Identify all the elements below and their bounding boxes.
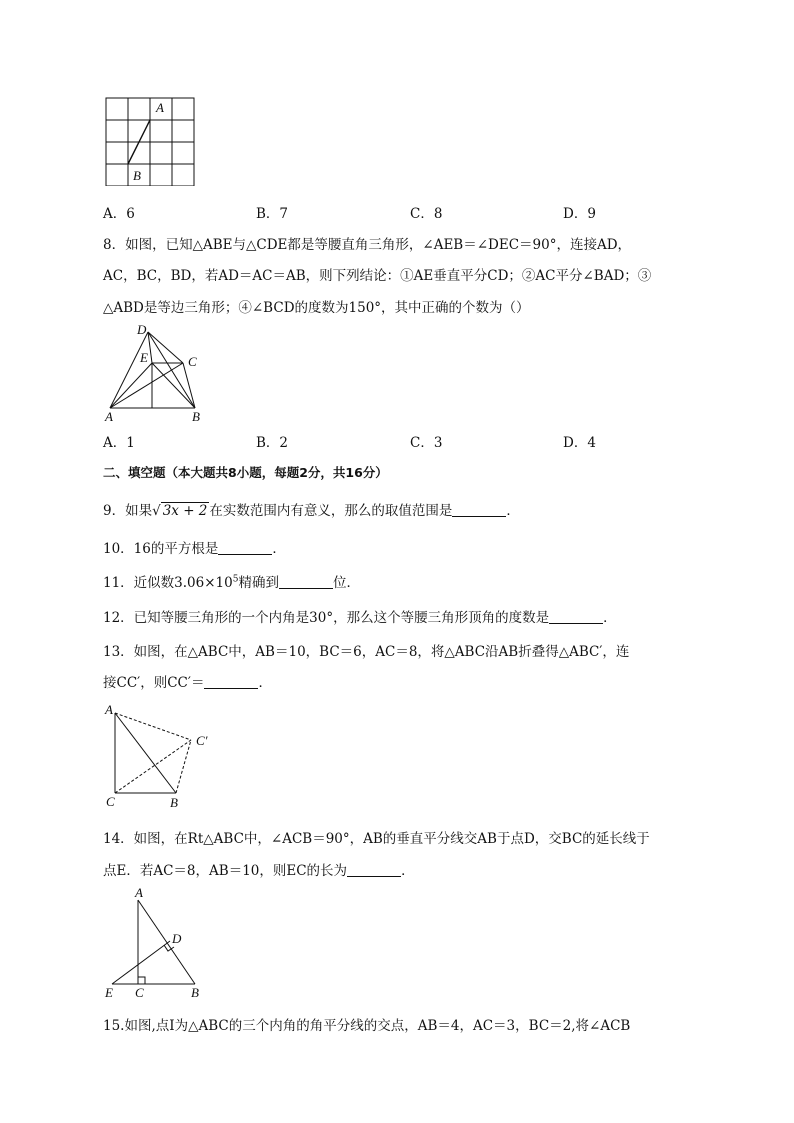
q7-option-c[interactable]: C．8: [410, 206, 443, 222]
label-c: C: [188, 354, 197, 369]
q12-answer-blank[interactable]: [549, 609, 603, 624]
label-b: B: [191, 985, 199, 1000]
q13-line2-wrap: [103, 671, 272, 691]
label-b: B: [170, 795, 178, 810]
q14-line2: 点E．若AC＝8，AB＝10，则EC的长为: [103, 863, 348, 879]
q12: [103, 606, 617, 626]
label-e: E: [105, 985, 113, 1000]
q8-line3: △ABD是等边三角形；④∠BCD的度数为150°，其中正确的个数为（）: [103, 300, 530, 316]
q14-answer-blank[interactable]: [347, 862, 401, 877]
q13-line2: 接CC′，则CC′＝: [103, 675, 205, 691]
q7-option-b[interactable]: B．7: [256, 206, 289, 222]
q14-line1: 14．如图，在Rt△ABC中，∠ACB＝90°，AB的垂直平分线交AB于点D，交BC的延长线于: [103, 831, 650, 847]
label-a: A: [156, 100, 164, 115]
q8-option-d[interactable]: D．4: [563, 435, 596, 451]
label-d: D: [172, 931, 182, 946]
sqrt-icon: √: [152, 503, 161, 519]
q11-end: 位．: [332, 575, 360, 591]
q8-option-a[interactable]: A．1: [103, 435, 135, 451]
q7-option-d[interactable]: D．9: [563, 206, 596, 222]
q10-end: ．: [272, 541, 286, 557]
q11: [103, 571, 360, 591]
q12-text: 12．已知等腰三角形的一个内角是30°，那么这个等腰三角形顶角的度数是: [103, 610, 550, 626]
label-d: D: [137, 322, 147, 337]
q13-figure: [100, 700, 220, 812]
q9-post: 在实数范围内有意义，那么的取值范围是: [209, 503, 453, 519]
q13-end: ．: [258, 675, 272, 691]
label-e: E: [140, 350, 148, 365]
q8-line1: 8．如图，已知△ABE与△CDE都是等腰直角三角形，∠AEB＝∠DEC＝90°，连接AD，: [103, 237, 632, 253]
q10-answer-blank[interactable]: [218, 540, 272, 555]
q9-answer-blank[interactable]: [452, 502, 506, 517]
label-a: A: [135, 885, 143, 900]
label-c: C: [106, 794, 115, 809]
q11-exponent: 5: [232, 574, 239, 585]
q10: [103, 537, 286, 557]
grid-figure: [100, 94, 200, 186]
q15-line1: 15.如图,点I为△ABC的三个内角的角平分线的交点，AB＝4，AC＝3，BC＝2,将∠ACB: [103, 1018, 631, 1034]
q9-end: ．: [506, 503, 520, 519]
q9-pre: 9．如果: [103, 503, 153, 519]
q9: [103, 499, 520, 519]
q8-line2: AC，BC，BD，若AD＝AC＝AB，则下列结论：①AE垂直平分CD；②AC平分∠BAD；③: [103, 268, 652, 284]
q13-answer-blank[interactable]: [204, 674, 258, 689]
label-c-prime: C′: [196, 733, 208, 748]
q9-radicand: 3x + 2: [162, 503, 208, 519]
q7-option-a[interactable]: A．6: [103, 206, 135, 222]
q13-line1: 13．如图，在△ABC中，AB＝10，BC＝6，AC＝8，将△ABC沿AB折叠得△ABC′，连: [103, 644, 630, 660]
q11-pre: 11．近似数3.06×10: [103, 575, 233, 591]
q12-end: ．: [603, 610, 617, 626]
q8-figure: [100, 320, 210, 424]
q8-option-b[interactable]: B．2: [256, 435, 289, 451]
label-b: B: [192, 409, 200, 424]
label-a: A: [105, 702, 113, 717]
label-b: B: [133, 168, 141, 183]
q14-line2-wrap: [103, 859, 415, 879]
q11-answer-blank[interactable]: [279, 574, 333, 589]
q14-figure: [100, 884, 210, 1002]
q11-mid: 精确到: [238, 575, 279, 591]
q10-text: 10．16的平方根是: [103, 541, 219, 557]
label-a: A: [105, 409, 113, 424]
label-c: C: [135, 985, 144, 1000]
section2-title: 二、填空题（本大题共8小题，每题2分，共16分）: [103, 465, 388, 480]
q14-end: ．: [401, 863, 415, 879]
q8-option-c[interactable]: C．3: [410, 435, 443, 451]
